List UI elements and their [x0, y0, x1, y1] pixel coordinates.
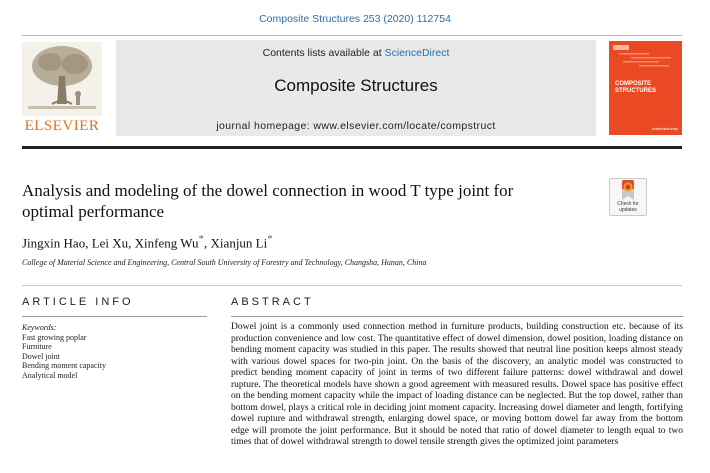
sciencedirect-link[interactable]: ScienceDirect	[384, 47, 450, 59]
paper-title	[22, 180, 582, 222]
cover-brand: materialstoday	[651, 126, 678, 131]
journal-title: Composite Structures	[274, 76, 438, 95]
elsevier-tree-logo-icon	[22, 42, 102, 116]
corresponding-author-star[interactable]: *	[267, 233, 273, 245]
cover-title-line1: COMPOSITE	[615, 81, 652, 87]
header-divider	[22, 35, 682, 36]
body-divider	[22, 285, 682, 286]
elsevier-wordmark: ELSEVIER	[24, 118, 100, 134]
author-affiliation: College of Material Science and Engineering, Central South University of Forestry and Technology, Changsha, Hunan, China	[22, 258, 427, 267]
corresponding-author-star[interactable]: *	[198, 233, 205, 245]
journal-cover[interactable]	[609, 41, 682, 135]
author-name[interactable]: Jingxin Hao	[22, 235, 86, 251]
paper-title-line1: Analysis and modeling of the dowel connection in wood T type joint for	[22, 181, 514, 200]
abstract-rule	[231, 316, 683, 317]
keyword-item[interactable]: Fast growing poplar	[22, 332, 87, 342]
check-for-updates-label	[610, 201, 646, 213]
keyword-item[interactable]: Bending moment capacity	[22, 361, 106, 370]
paper-title-line2: optimal performance	[22, 202, 165, 221]
author-separator: ,	[128, 235, 135, 251]
keyword-item[interactable]: Analytical model	[22, 370, 78, 380]
article-info-rule	[22, 316, 207, 317]
abstract-text: Dowel joint is a commonly used connection method in furniture products, building construction etc. because of its production convenience and low cost. The quantitative effect of dowel dimension, dowel position, loading distance on bending moment capacity was studied in this paper. The results showed that neutral line position keeps almost steady with various dowel spaces for two-pin joint. On the basis of the discovery, an analytic model was constructed to predict bending moment capacity of joint in terms of two different failure patterns: dowel withdrawal and dowel rupture. The theoretical models have shown a good agreement with measured results. Dowel space has positive effect on the bending moment capacity while the impact of loading distance can be neglected. But the top dowel, rather than bottom dowel, plays a critical role in deciding joint moment capacity. Increasing dowel diameter and length, fortifying dowel rupture and withdrawal strength, enlarging dowel space, or moving bottom dowel far away from the bottom edge will promote the joint performance. But it should be noted that ratio of dowel diameter to length equal to two times that of dowel withdrawal strength to dowel tensile strength gives the optimized joint parameters	[231, 322, 683, 447]
author-name[interactable]: Lei Xu	[91, 235, 129, 251]
keywords-label: Keywords:	[22, 323, 57, 332]
keywords-block	[22, 323, 212, 380]
abstract-heading: ABSTRACT	[231, 296, 314, 308]
keyword-item[interactable]: Dowel joint	[22, 351, 60, 361]
bookmark-icon	[610, 180, 646, 202]
author-name[interactable]: Xianjun Li	[210, 235, 268, 251]
author-separator: ,	[204, 235, 211, 251]
check-for-updates-badge[interactable]	[609, 178, 647, 216]
author-name[interactable]: Xinfeng Wu	[134, 235, 199, 251]
contents-prefix: Contents lists available at	[262, 47, 385, 59]
author-separator: ,	[85, 235, 92, 251]
author-list	[22, 233, 273, 251]
keyword-item[interactable]: Furniture	[22, 342, 52, 351]
cover-title	[615, 81, 678, 95]
cover-title-line2: STRUCTURES	[615, 88, 657, 94]
journal-citation[interactable]: Composite Structures 253 (2020) 112754	[259, 13, 451, 25]
contents-line	[116, 47, 596, 59]
check-label-line2: updates	[619, 207, 637, 213]
check-label-line1: Check for	[617, 201, 639, 207]
journal-homepage[interactable]: journal homepage: www.elsevier.com/locate/compstruct	[216, 120, 496, 132]
article-info-heading: ARTICLE INFO	[22, 296, 134, 308]
header-thick-divider	[22, 146, 682, 149]
